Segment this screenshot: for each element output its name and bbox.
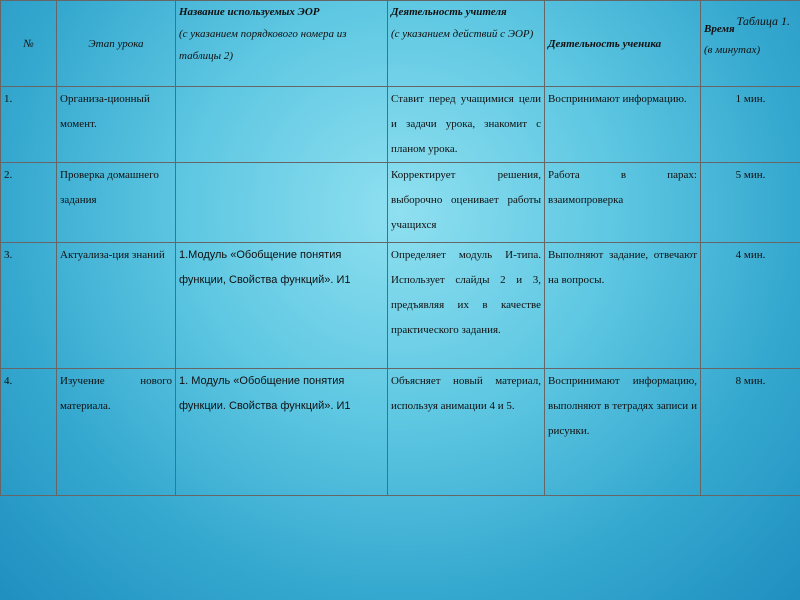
- table-row: [1, 87, 800, 163]
- row-eor: [176, 87, 388, 163]
- header-stage: Этап урока: [57, 1, 176, 87]
- row-teacher-activity: Корректирует решения, выборочно оценивает работы учащихся: [388, 163, 545, 243]
- row-number: 1.: [1, 87, 57, 163]
- row-student-activity: Работа в парах: взаимопроверка: [545, 163, 701, 243]
- row-teacher-activity: Определяет модуль И-типа. Использует слайды 2 и 3, предъявляя их в качестве практического задания.: [388, 243, 545, 369]
- row-eor: 1.Модуль «Обобщение понятия функции, Свойства функций». И1: [176, 243, 388, 369]
- row-stage: Организа-ционный момент.: [57, 87, 176, 163]
- header-teacher-title: Деятельность учителя: [391, 6, 507, 18]
- table-row: [1, 243, 800, 369]
- header-eor-title: Название используемых ЭОР: [179, 6, 320, 18]
- row-number: 4.: [1, 369, 57, 496]
- row-time: 5 мин.: [701, 163, 800, 243]
- row-student-activity: Воспринимают информацию, выполняют в тетрадях записи и рисунки.: [545, 369, 701, 496]
- row-student-activity: Воспринимают информацию.: [545, 87, 701, 163]
- row-stage: Актуализа-ция знаний: [57, 243, 176, 369]
- row-number: 3.: [1, 243, 57, 369]
- row-eor: [176, 163, 388, 243]
- header-eor-subtitle: (с указанием порядкового номера из таблицы 2): [179, 28, 347, 62]
- header-row: [1, 1, 800, 87]
- row-stage: Проверка домашнего задания: [57, 163, 176, 243]
- row-student-activity: Выполняют задание, отвечают на вопросы.: [545, 243, 701, 369]
- header-student: Деятельность ученика: [545, 1, 701, 87]
- header-teacher: [388, 1, 545, 87]
- table-row: [1, 369, 800, 496]
- header-number: №: [1, 1, 57, 87]
- row-teacher-activity: Ставит перед учащимися цели и задачи урока, знакомит с планом урока.: [388, 87, 545, 163]
- row-teacher-activity: Объясняет новый материал, используя анимации 4 и 5.: [388, 369, 545, 496]
- row-time: 8 мин.: [701, 369, 800, 496]
- header-eor: [176, 1, 388, 87]
- row-time: 1 мин.: [701, 87, 800, 163]
- row-time: 4 мин.: [701, 243, 800, 369]
- row-number: 2.: [1, 163, 57, 243]
- header-time-title: Время: [704, 23, 735, 35]
- row-eor: 1. Модуль «Обобщение понятия функции. Свойства функций». И1: [176, 369, 388, 496]
- table-row: [1, 163, 800, 243]
- row-stage: Изучение нового материала.: [57, 369, 176, 496]
- header-time-subtitle: (в минутах): [704, 44, 761, 56]
- header-teacher-subtitle: (с указанием действий с ЭОР): [391, 28, 534, 40]
- table-caption: Таблица 1.: [736, 14, 790, 28]
